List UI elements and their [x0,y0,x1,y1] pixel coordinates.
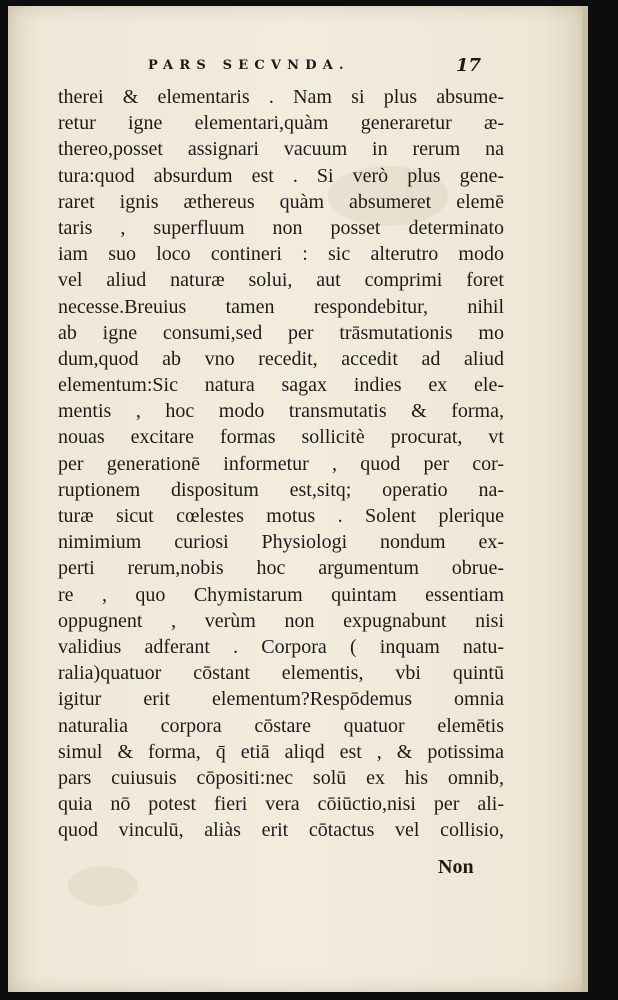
catchword: Non [438,856,474,878]
text-line: quod vinculū, aliàs erit cōtactus vel collisio, [58,819,504,842]
text-line: simul & forma, q̄ etiā aliqd est , & potissima [58,740,504,763]
text-line: raret ignis æthereus quàm absumeret elemē [58,190,504,213]
text-line: pars cuiusuis cōpositi:nec solū ex his omnib, [58,766,504,789]
text-line: ralia)quatuor cōstant elementis, vbi quintū [58,662,504,685]
text-line: re , quo Chymistarum quintam essentiam [58,583,504,606]
text-line: thereo,posset assignari vacuum in rerum na [58,138,504,161]
text-line: therei & elementaris . Nam si plus absume- [58,86,504,108]
text-line: taris , superfluum non posset determinato [58,216,504,239]
text-line: ab igne consumi,sed per trāsmutationis mo [58,321,504,344]
text-line: necesse.Breuius tamen respondebitur, nihil [58,295,504,318]
running-head [8,56,588,80]
text-line: ruptionem dispositum est,sitq; operatio na- [58,478,504,501]
text-line: tura:quod absurdum est . Si verò plus gene- [58,164,504,187]
text-line: perti rerum,nobis hoc argumentum obrue- [58,557,504,580]
text-line: vel aliud naturæ solui, aut comprimi foret [58,269,504,292]
text-line: per generationē informetur , quod per cor- [58,452,504,475]
text-line: dum,quod ab vno recedit, accedit ad aliud [58,347,504,370]
text-line: iam suo loco contineri : sic alterutro modo [58,243,504,266]
page-edge [582,6,588,992]
text-line: retur igne elementari,quàm generaretur æ- [58,112,504,135]
text-line: validius adferant . Corpora ( inquam natu- [58,635,504,658]
text-line: turæ sicut cœlestes motus . Solent plerique [58,505,504,527]
text-line: naturalia corpora cōstare quatuor elemētis [58,714,504,737]
page-number: 17 [456,55,482,76]
text-line: igitur erit elementum?Respōdemus omnia [58,688,504,711]
running-title: PARS SECVNDA. [148,58,350,73]
text-line: elementum:Sic natura sagax indies ex ele- [58,374,504,397]
text-line: quia nō potest fieri vera cōiūctio,nisi per ali- [58,793,504,816]
paper-stain [68,866,138,906]
book-page [8,6,588,992]
text-line: nimimium curiosi Physiologi nondum ex- [58,531,504,554]
text-line: mentis , hoc modo transmutatis & forma, [58,400,504,423]
body-text [58,84,504,843]
text-line: oppugnent , verùm non expugnabunt nisi [58,609,504,632]
text-line: nouas excitare formas sollicitè procurat, vt [58,426,504,449]
